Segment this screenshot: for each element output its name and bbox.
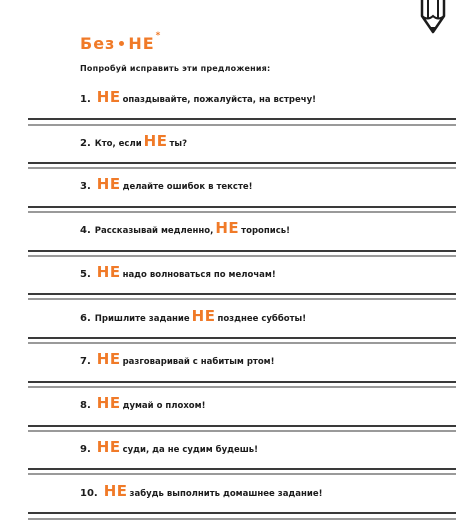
- sentence-item-10: [80, 483, 323, 502]
- sentence-item-3: [80, 176, 253, 195]
- ne-highlight: НЕ: [143, 132, 168, 150]
- sentence-after: думай о плохом!: [122, 401, 206, 411]
- ne-highlight: НЕ: [215, 219, 240, 237]
- title-part-2: НЕ: [128, 34, 155, 53]
- answer-line-10b: [28, 518, 456, 520]
- sentence-item-8: [80, 395, 205, 414]
- answer-line-8[interactable]: [28, 425, 456, 427]
- sentence-before: Кто, если: [94, 139, 142, 149]
- answer-line-1[interactable]: [28, 118, 456, 120]
- sentence-after: забудь выполнить домашнее задание!: [129, 489, 323, 499]
- sentence-number: 7.: [80, 356, 91, 367]
- answer-line-2b: [28, 167, 456, 169]
- answer-line-6b: [28, 342, 456, 344]
- sentence-before: Рассказывай медленно,: [94, 226, 214, 236]
- instruction-text: Попробуй исправить эти предложения:: [80, 64, 271, 73]
- answer-line-7b: [28, 386, 456, 388]
- sentence-after: разговаривай с набитым ртом!: [122, 357, 275, 367]
- ne-highlight: НЕ: [96, 438, 121, 456]
- ne-highlight: НЕ: [96, 394, 121, 412]
- worksheet-title: [80, 31, 162, 53]
- ne-highlight: НЕ: [96, 175, 121, 193]
- answer-line-8b: [28, 430, 456, 432]
- sentence-number: 1.: [80, 94, 91, 105]
- pencil-icon: [418, 0, 448, 34]
- ne-highlight: НЕ: [191, 307, 216, 325]
- title-part-1: Без: [80, 34, 116, 53]
- sentence-after: суди, да не судим будешь!: [122, 445, 259, 455]
- sentence-number: 8.: [80, 400, 91, 411]
- answer-line-4b: [28, 255, 456, 257]
- sentence-number: 5.: [80, 269, 91, 280]
- answer-line-9b: [28, 473, 456, 475]
- ne-highlight: НЕ: [96, 263, 121, 281]
- sentence-number: 10.: [80, 488, 98, 499]
- sentence-after: делайте ошибок в тексте!: [122, 182, 253, 192]
- sentence-after: позднее субботы!: [217, 314, 307, 324]
- sentence-before: Пришлите задание: [94, 314, 190, 324]
- sentence-item-1: [80, 89, 316, 108]
- sentence-item-2: [80, 133, 187, 152]
- sentence-item-5: [80, 264, 276, 283]
- sentence-number: 6.: [80, 313, 91, 324]
- sentence-after: торопись!: [241, 226, 290, 236]
- answer-line-4[interactable]: [28, 250, 456, 252]
- sentence-after: ты?: [169, 139, 188, 149]
- sentence-after: опаздывайте, пожалуйста, на встречу!: [122, 95, 316, 105]
- answer-line-2[interactable]: [28, 162, 456, 164]
- ne-highlight: НЕ: [96, 350, 121, 368]
- sentence-number: 3.: [80, 181, 91, 192]
- sentence-number: 4.: [80, 225, 91, 236]
- sentence-item-6: [80, 308, 306, 327]
- sentence-item-7: [80, 351, 275, 370]
- sentence-number: 2.: [80, 138, 91, 149]
- title-star: *: [155, 31, 162, 41]
- sentence-item-4: [80, 220, 290, 239]
- answer-line-1b: [28, 124, 456, 126]
- sentence-number: 9.: [80, 444, 91, 455]
- ne-highlight: НЕ: [96, 88, 121, 106]
- sentence-after: надо волноваться по мелочам!: [122, 270, 276, 280]
- answer-line-5[interactable]: [28, 293, 456, 295]
- title-dot: [119, 41, 124, 46]
- answer-line-9[interactable]: [28, 468, 456, 470]
- answer-line-3b: [28, 211, 456, 213]
- sentence-item-9: [80, 439, 258, 458]
- answer-line-5b: [28, 298, 456, 300]
- answer-line-10[interactable]: [28, 512, 456, 514]
- answer-line-6[interactable]: [28, 337, 456, 339]
- answer-line-7[interactable]: [28, 381, 456, 383]
- ne-highlight: НЕ: [103, 482, 128, 500]
- answer-line-3[interactable]: [28, 206, 456, 208]
